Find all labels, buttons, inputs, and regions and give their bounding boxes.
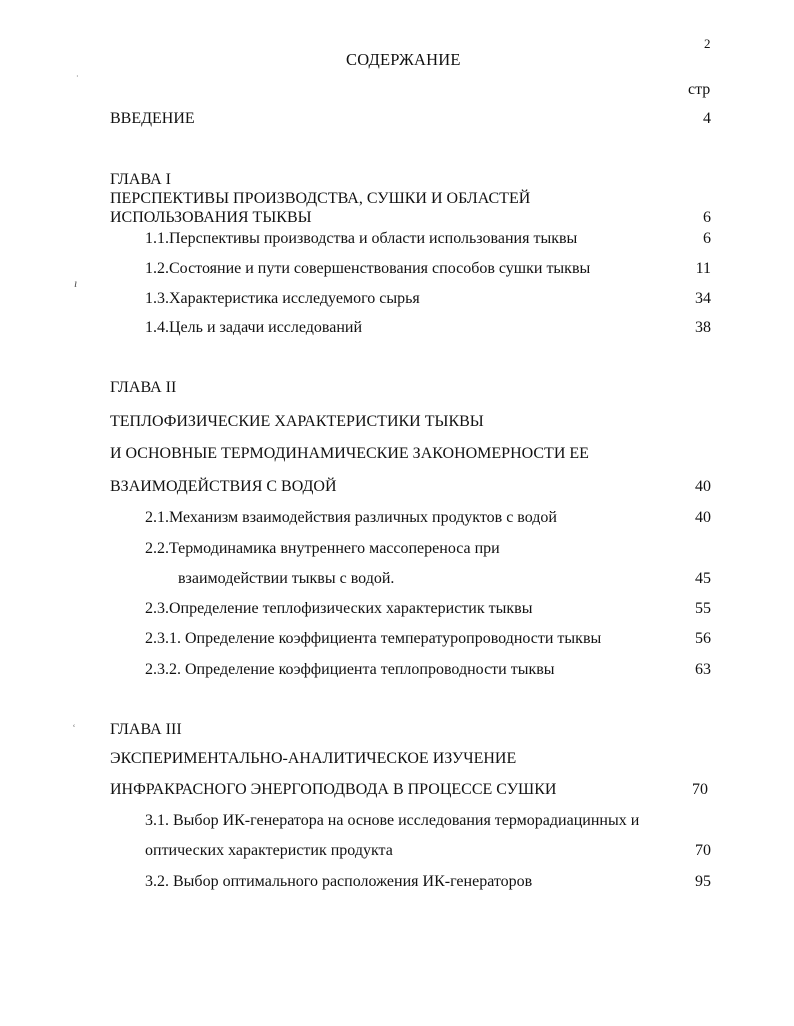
toc-chapter-2-title-line1: ТЕПЛОФИЗИЧЕСКИЕ ХАРАКТЕРИСТИКИ ТЫКВЫ bbox=[110, 413, 484, 430]
toc-page-2-3: 55 bbox=[695, 600, 711, 617]
toc-chapter-3-title-line1: ЭКСПЕРИМЕНТАЛЬНО-АНАЛИТИЧЕСКОЕ ИЗУЧЕНИЕ bbox=[110, 750, 517, 767]
toc-page-intro: 4 bbox=[703, 110, 711, 127]
toc-entry-3-2: 3.2. Выбор оптимального расположения ИК-генераторов bbox=[145, 873, 533, 890]
scan-speck-mark: · bbox=[76, 72, 79, 81]
toc-entry-1-3: 1.3.Характеристика исследуемого сырья bbox=[145, 290, 420, 307]
scan-speck-mark: ʿ bbox=[72, 722, 76, 736]
page-title: СОДЕРЖАНИЕ bbox=[346, 50, 461, 69]
toc-entry-1-2: 1.2.Состояние и пути совершенствования способов сушки тыквы bbox=[145, 260, 591, 277]
scan-speck-mark: ı bbox=[74, 276, 78, 290]
toc-page-1-4: 38 bbox=[695, 319, 711, 336]
page-column-header: стр bbox=[688, 81, 711, 98]
toc-entry-1-1: 1.1.Перспективы производства и области использования тыквы bbox=[145, 230, 578, 247]
toc-page-2-1: 40 bbox=[695, 509, 711, 526]
toc-chapter-3-heading: ГЛАВА III bbox=[110, 721, 182, 738]
toc-page-1-1: 6 bbox=[703, 230, 711, 247]
page-number: 2 bbox=[704, 36, 711, 51]
toc-page-chapter-1: 6 bbox=[703, 209, 711, 226]
toc-page-1-2: 11 bbox=[695, 260, 711, 277]
toc-entry-2-1: 2.1.Механизм взаимодействия различных продуктов с водой bbox=[145, 509, 557, 526]
toc-entry-3-1-cont: оптических характеристик продукта bbox=[145, 842, 393, 859]
toc-entry-1-4: 1.4.Цель и задачи исследований bbox=[145, 319, 363, 336]
toc-page-3-2: 95 bbox=[695, 873, 711, 890]
toc-chapter-1-title-line2: ИСПОЛЬЗОВАНИЯ ТЫКВЫ bbox=[110, 209, 312, 226]
toc-chapter-3-title-line2: ИНФРАКРАСНОГО ЭНЕРГОПОДВОДА В ПРОЦЕССЕ СУШКИ bbox=[110, 781, 557, 798]
toc-entry-2-3: 2.3.Определение теплофизических характеристик тыквы bbox=[145, 600, 533, 617]
toc-entry-2-3-1: 2.3.1. Определение коэффициента температуропроводности тыквы bbox=[145, 630, 602, 647]
toc-entry-intro: ВВЕДЕНИЕ bbox=[110, 110, 195, 127]
toc-page-chapter-2: 40 bbox=[695, 478, 711, 495]
toc-chapter-1-title-line1: ПЕРСПЕКТИВЫ ПРОИЗВОДСТВА, СУШКИ И ОБЛАСТЕЙ bbox=[110, 190, 531, 207]
toc-entry-2-3-2: 2.3.2. Определение коэффициента теплопроводности тыквы bbox=[145, 661, 555, 678]
toc-page-2-3-2: 63 bbox=[695, 661, 711, 678]
toc-page-2-3-1: 56 bbox=[695, 630, 711, 647]
toc-page-1-3: 34 bbox=[695, 290, 711, 307]
toc-chapter-2-title-line2: И ОСНОВНЫЕ ТЕРМОДИНАМИЧЕСКИЕ ЗАКОНОМЕРНОСТИ ЕЕ bbox=[110, 445, 589, 462]
toc-chapter-2-heading: ГЛАВА II bbox=[110, 379, 177, 396]
toc-entry-2-2: 2.2.Термодинамика внутреннего массопереноса при bbox=[145, 540, 500, 557]
toc-chapter-2-title-line3: ВЗАИМОДЕЙСТВИЯ С ВОДОЙ bbox=[110, 478, 337, 495]
toc-chapter-1-heading: ГЛАВА I bbox=[110, 171, 171, 188]
toc-entry-2-2-cont: взаимодействии тыквы с водой. bbox=[178, 570, 395, 587]
toc-page-2-2: 45 bbox=[695, 570, 711, 587]
toc-page-chapter-3: 70 bbox=[692, 781, 708, 798]
toc-entry-3-1: 3.1. Выбор ИК-генератора на основе исследования терморадиацинных и bbox=[145, 812, 640, 829]
toc-page-3-1: 70 bbox=[695, 842, 711, 859]
